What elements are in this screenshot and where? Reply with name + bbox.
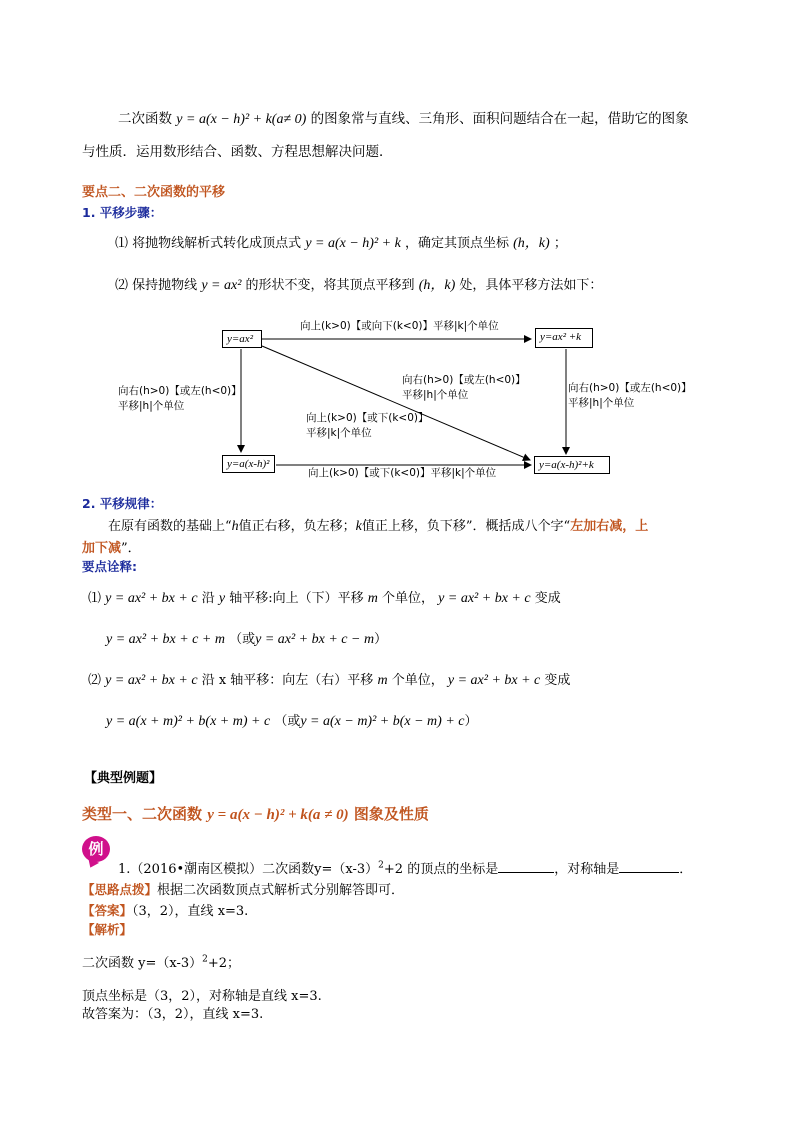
section-title: 要点二、二次函数的平移 xyxy=(82,185,226,200)
rule-k: k xyxy=(355,519,362,534)
solution-line-3: 故答案为：（3，2），直线 x=3. xyxy=(82,1007,264,1022)
explain-item-1-result xyxy=(106,628,387,648)
type-1-text-b: 图象及性质 xyxy=(353,805,429,823)
box-both-shift: y=a(x-h)²+k xyxy=(534,456,610,474)
solution-line-1 xyxy=(82,952,240,971)
analysis-tag xyxy=(82,920,132,938)
question-1-text-c: ，对称轴是 xyxy=(554,862,620,877)
explain-item-1-number: ⑴ xyxy=(88,591,102,606)
answer-blank-1[interactable] xyxy=(498,860,554,873)
label-diagonal xyxy=(402,373,526,403)
explain-item-1-text-d: 变成 xyxy=(534,591,561,606)
explain-item-1-text-a: 沿 xyxy=(201,591,215,606)
explain-item-2 xyxy=(88,669,570,689)
rule-highlight-1: 左加右减，上 xyxy=(570,519,649,534)
explain-item-2-text-b: 个单位， xyxy=(391,673,444,688)
rule-text-d: ”． xyxy=(121,541,141,556)
explain-item-1-m: m xyxy=(367,591,378,606)
rule-highlight-2: 加下减 xyxy=(82,541,122,556)
intro-prefix: 二次函数 xyxy=(118,111,172,127)
explain-item-2-result-2: y = a(x − m)² + b(x − m) + c xyxy=(300,714,465,729)
rule-line-1 xyxy=(108,515,648,535)
explain-item-1 xyxy=(88,587,561,607)
step-2-text-c: 处，具体平移方法如下： xyxy=(459,278,603,293)
explain-item-1-formula-2: y = ax² + bx + c xyxy=(438,591,531,606)
label-diagonal-line-1: 向右(h>0)【或左(h<0)】 xyxy=(402,374,526,386)
explain-item-1-result-1: y = ax² + bx + c + m xyxy=(106,632,225,647)
step-2-formula: y = ax² xyxy=(201,278,242,293)
explain-item-2-text-c: 变成 xyxy=(544,673,571,688)
label-bottom: 向上(k>0)【或下(k<0)】平移|k|个单位 xyxy=(308,467,497,479)
explain-item-2-close: ） xyxy=(464,714,478,729)
rule-title: 2. 平移规律： xyxy=(82,496,163,511)
rule-text-b: 值正右移，负左移； xyxy=(238,519,356,534)
step-1-text-a: 将抛物线解析式转化成顶点式 xyxy=(132,236,302,251)
answer-blank-2[interactable] xyxy=(619,860,679,873)
question-1-exponent: 2 xyxy=(378,860,384,871)
question-1-text-b: +2 的顶点的坐标是 xyxy=(383,862,499,877)
step-1-text-c: ； xyxy=(553,236,567,251)
explain-item-2-text-a: 沿 x 轴平移：向左（右）平移 xyxy=(201,673,374,688)
box-vertical-shift: y=ax² +k xyxy=(535,328,593,348)
type-1-title xyxy=(82,803,429,824)
explain-item-2-number: ⑵ xyxy=(88,673,102,688)
explain-item-1-text-c: 个单位， xyxy=(382,591,435,606)
examples-heading: 【典型例题】 xyxy=(84,771,163,786)
label-right xyxy=(568,381,692,411)
solution-1-text-a: 二次函数 y=（x-3） xyxy=(82,956,203,971)
explain-item-2-result-1: y = a(x + m)² + b(x + m) + c xyxy=(106,714,271,729)
step-1-number: ⑴ xyxy=(115,236,129,251)
explain-title: 要点诠释: xyxy=(82,559,137,574)
type-1-text-a: 类型一、二次函数 xyxy=(82,805,203,823)
intro-formula: y = a(x − h)² + k(a≠ 0) xyxy=(176,112,307,127)
rule-text-c: 值正上移，负下移”．概括成八个字“ xyxy=(361,519,571,534)
intro-line-2: 与性质．运用数形结合、函数、方程思想解决问题． xyxy=(82,144,393,160)
step-title: 1. 平移步骤： xyxy=(82,205,163,220)
question-1-text-d: ． xyxy=(679,862,693,877)
step-2-number: ⑵ xyxy=(115,278,129,293)
label-diagonal-line-2: 平移|h|个单位 xyxy=(402,389,469,401)
answer xyxy=(82,900,248,919)
analysis-tag-text: 【解析】 xyxy=(82,922,133,937)
intro-suffix: 的图象常与直线、三角形、面积问题结合在一起，借助它的图象 xyxy=(310,111,689,127)
explain-item-2-m: m xyxy=(377,673,388,688)
explain-item-1-axis: y xyxy=(218,591,226,606)
label-right-line-2: 平移|h|个单位 xyxy=(568,397,635,409)
answer-tag: 【答案】 xyxy=(82,903,133,918)
rule-line-2 xyxy=(82,537,141,556)
label-middle xyxy=(306,411,429,441)
explain-item-1-or: （或 xyxy=(229,632,256,647)
solution-line-2: 顶点坐标是（3，2），对称轴是直线 x=3. xyxy=(82,989,322,1004)
explain-item-2-formula: y = ax² + bx + c xyxy=(105,673,198,688)
explain-item-1-formula: y = ax² + bx + c xyxy=(105,591,198,606)
type-1-formula: y = a(x − h)² + k(a ≠ 0) xyxy=(207,807,349,823)
solution-1-exponent: 2 xyxy=(202,954,208,965)
label-middle-line-1: 向上(k>0)【或下(k<0)】 xyxy=(306,412,429,424)
explain-item-1-close: ） xyxy=(374,632,388,647)
explain-item-1-text-b: 轴平移:向上（下）平移 xyxy=(229,591,364,606)
explain-item-2-result xyxy=(106,710,478,730)
label-left-line-2: 平移|h|个单位 xyxy=(118,400,185,412)
step-2-text-a: 保持抛物线 xyxy=(132,278,198,293)
step-1-formula: y = a(x − h)² + k xyxy=(305,236,401,251)
label-right-line-1: 向右(h>0)【或左(h<0)】 xyxy=(568,382,692,394)
explain-item-1-result-2: y = ax² + bx + c − m xyxy=(255,632,375,647)
box-horizontal-shift: y=a(x-h)² xyxy=(222,455,275,473)
hint-text: 根据二次函数顶点式解析式分别解答即可． xyxy=(157,883,405,898)
box-base: y=ax² xyxy=(222,330,262,348)
question-1-text-a: 1.（2016•潮南区模拟）二次函数y=（x-3） xyxy=(118,862,379,877)
label-top: 向上(k>0)【或向下(k<0)】平移|k|个单位 xyxy=(300,320,499,332)
label-middle-line-2: 平移|k|个单位 xyxy=(306,427,372,439)
rule-h: h xyxy=(231,519,239,534)
label-left xyxy=(118,384,242,414)
explain-item-2-or: （或 xyxy=(274,714,301,729)
arrow-diagonal xyxy=(262,346,530,460)
step-1-text-b: ，确定其顶点坐标 xyxy=(404,236,509,251)
hint-tag: 【思路点拨】 xyxy=(82,882,158,897)
hint xyxy=(82,879,404,898)
step-2-text-b: 的形状不变，将其顶点平移到 xyxy=(245,278,415,293)
label-left-line-1: 向右(h>0)【或左(h<0)】 xyxy=(118,385,242,397)
explain-item-2-formula-2: y = ax² + bx + c xyxy=(447,673,541,688)
step-1-coord: (h，k) xyxy=(513,236,550,251)
question-1 xyxy=(118,858,692,877)
example-badge-icon: 例 xyxy=(82,836,110,862)
answer-text: （3，2），直线 x=3. xyxy=(132,904,249,919)
solution-1-text-b: +2； xyxy=(207,956,241,971)
step-2-coord: (h，k) xyxy=(418,278,456,293)
rule-text-a: 在原有函数的基础上“ xyxy=(108,519,232,534)
